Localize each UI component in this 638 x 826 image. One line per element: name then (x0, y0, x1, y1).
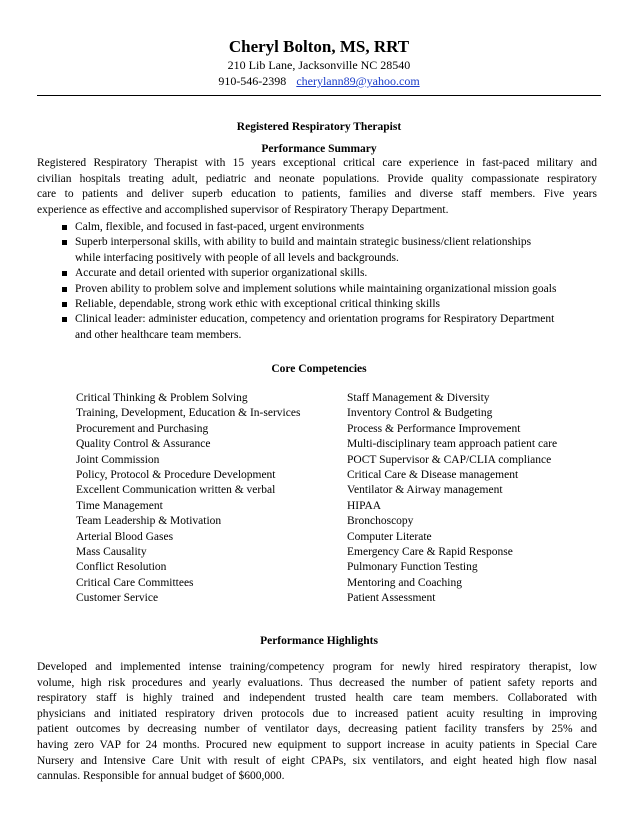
competency-item: Critical Care & Disease management (347, 469, 519, 482)
candidate-name: Cheryl Bolton, MS, RRT (228, 37, 410, 56)
competency-item: Quality Control & Assurance (76, 438, 211, 451)
highlights-line: Developed and implemented intense training/competency program for newly hired respiratory therapist, low (37, 661, 597, 673)
competency-item: Excellent Communication written & verbal (76, 484, 276, 497)
highlights-heading: Performance Highlights (260, 635, 378, 647)
competency-item: Joint Commission (76, 453, 160, 466)
bullet-square-icon (62, 240, 67, 245)
competencies-heading: Core Competencies (271, 363, 367, 375)
competency-item: Conflict Resolution (76, 561, 167, 574)
highlights-line: Nursery and Intensive Care Unit with result of eight CPAPs, six ventilators, and eight heated high flow nasal (37, 754, 597, 767)
competencies-right-column (347, 391, 557, 607)
summary-line: Registered Respiratory Therapist with 15 years exceptional critical care experience in fast-paced military and (37, 157, 597, 169)
competency-item: Bronchoscopy (347, 515, 414, 528)
highlights-line: respiratory staff is highly trained and independent trusted health care team members. Collaborated with (37, 692, 597, 705)
competency-item: Patient Assessment (347, 592, 436, 605)
competency-item: Ventilator & Airway management (347, 484, 503, 497)
competency-item: Mass Causality (76, 546, 147, 559)
bullet-item: Clinical leader: administer education, competency and orientation programs for Respiratory Department and other healthcare team members. (37, 312, 597, 343)
competency-item: Emergency Care & Rapid Response (347, 546, 513, 559)
competencies-left-column (76, 391, 300, 607)
competency-item: POCT Supervisor & CAP/CLIA compliance (347, 453, 552, 466)
bullet-square-icon (62, 225, 67, 230)
competency-item: Inventory Control & Budgeting (347, 407, 493, 420)
bullet-square-icon (62, 317, 67, 322)
competency-item: Arterial Blood Gases (76, 530, 174, 543)
bullet-square-icon (62, 302, 67, 307)
bullet-item: Proven ability to problem solve and implement solutions while maintaining organizational mission goals (37, 282, 597, 297)
bullet-item: Accurate and detail oriented with superior organizational skills. (37, 266, 597, 281)
bullet-item: Calm, flexible, and focused in fast-paced, urgent environments (37, 220, 597, 235)
contact-line (0, 74, 638, 89)
competency-item: Staff Management & Diversity (347, 392, 490, 404)
competency-item: Customer Service (76, 592, 159, 605)
highlights-line: volume, high risk procedures and yearly evaluations. Thus decreased the number of patient safety reports and (37, 676, 597, 689)
competency-item: Procurement and Purchasing (76, 422, 209, 435)
bullet-item: Reliable, dependable, strong work ethic with exceptional critical thinking skills (37, 297, 597, 312)
phone-number: 910-546-2398 (218, 74, 287, 88)
summary-heading: Performance Summary (261, 143, 377, 155)
summary-line: civilian hospitals treating adult, pediatric and neonate populations. Provide quality compassionate respiratory (37, 172, 597, 185)
header-divider (37, 95, 601, 96)
highlights-paragraph (37, 660, 597, 785)
competency-item: Training, Development, Education & In-services (76, 407, 301, 420)
bullet-square-icon (62, 271, 67, 276)
bullet-item: Superb interpersonal skills, with ability to build and maintain strategic business/client relationships while interfacing positively with people of all levels and backgrounds. (37, 235, 597, 266)
bullet-square-icon (62, 287, 67, 292)
highlights-line: physicians and initiated respiratory driven protocols due to increased patient acuity resulting in improving (37, 707, 597, 720)
competency-item: Pulmonary Function Testing (347, 561, 478, 574)
competency-item: Mentoring and Coaching (347, 576, 462, 589)
competency-item: Policy, Protocol & Procedure Development (76, 469, 276, 482)
competency-item: Critical Thinking & Problem Solving (76, 392, 248, 404)
email-link[interactable]: cherylann89@yahoo.com (296, 74, 420, 88)
competency-item: Process & Performance Improvement (347, 422, 521, 435)
highlights-line: patient outcomes by decreasing number of ventilator days, decreasing patient facility transfers by 25% and (37, 723, 597, 736)
competency-item: Critical Care Committees (76, 576, 194, 589)
highlights-line: having zero VAP for 24 months. Procured new equipment to support increase in acuity patients in Special Care (37, 738, 597, 751)
job-title: Registered Respiratory Therapist (236, 121, 402, 133)
summary-bullets (37, 220, 597, 343)
highlights-line: cannulas. Responsible for annual budget of $600,000. (37, 770, 285, 783)
address: 210 Lib Lane, Jacksonville NC 28540 (227, 58, 411, 72)
summary-line: care to patients and deliver superb education to patients, families and diverse staff members. Five years (37, 188, 597, 201)
competency-item: HIPAA (347, 499, 382, 512)
competency-item: Team Leadership & Motivation (76, 515, 222, 528)
summary-paragraph (37, 156, 597, 218)
competency-item: Multi-disciplinary team approach patient care (347, 438, 558, 451)
competency-item: Computer Literate (347, 530, 432, 543)
competency-item: Time Management (76, 499, 163, 512)
summary-line: experience as effective and accomplished supervisor of Respiratory Therapy Department. (37, 203, 449, 216)
